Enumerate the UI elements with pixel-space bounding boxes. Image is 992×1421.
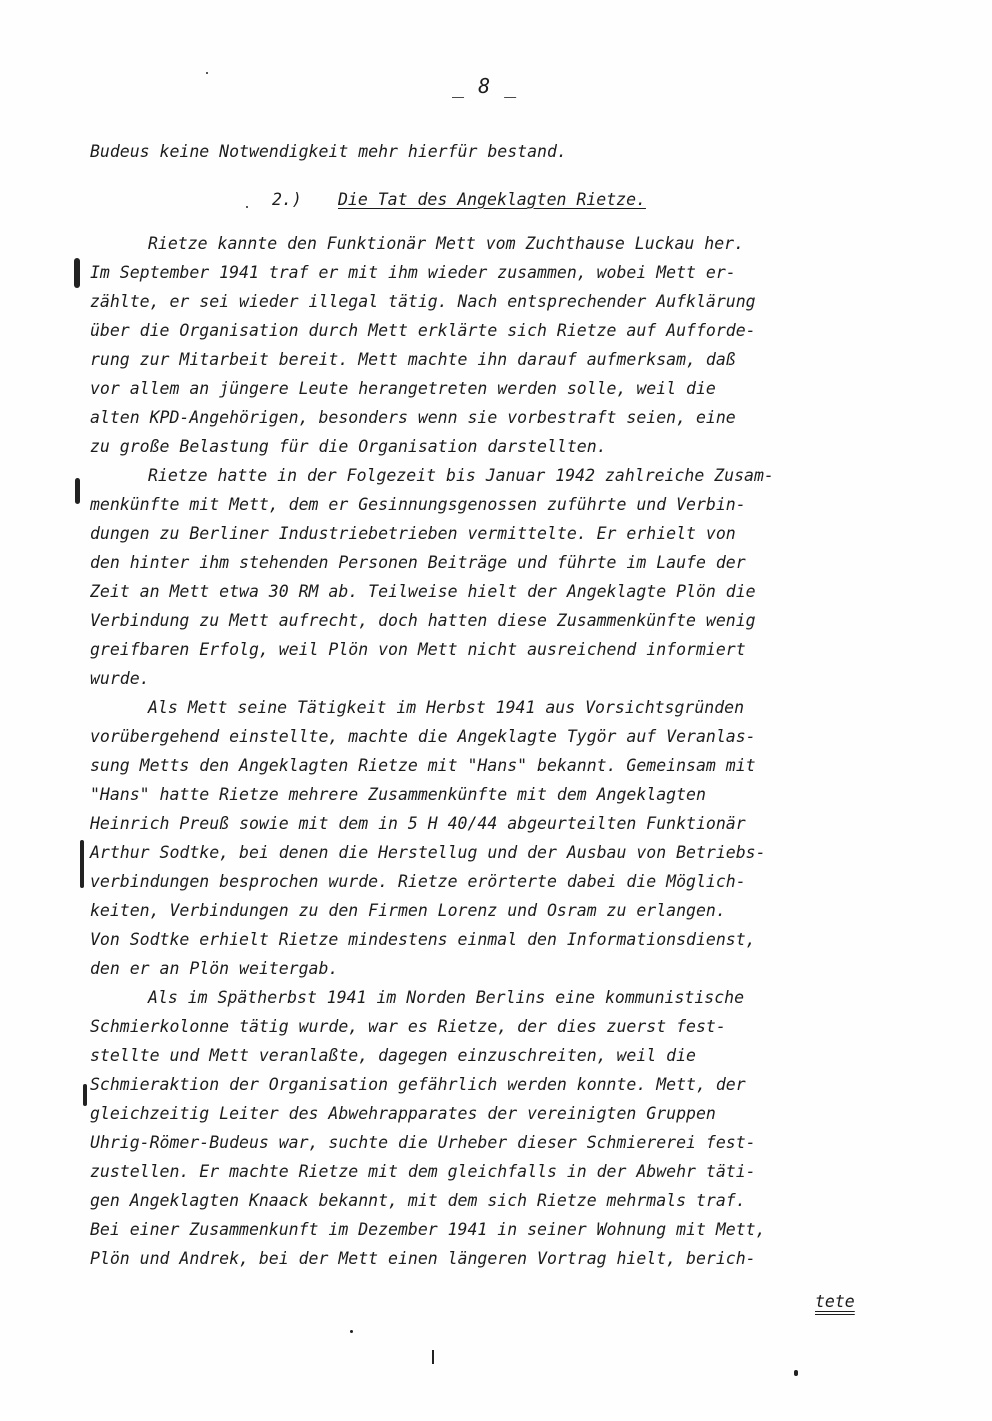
text-line: Als Mett seine Tätigkeit im Herbst 1941 aus Vorsichtsgründen [148,698,745,717]
scan-speck [246,206,248,208]
text-line: Heinrich Preuß sowie mit dem in 5 H 40/44 abgeurteilten Funktionär [90,814,746,833]
section-number: 2.) [272,190,302,209]
scan-speck [350,1330,353,1333]
text-line: Schmieraktion der Organisation gefährlich werden konnte. Mett, der [90,1075,746,1094]
page-number: _ 8 _ [452,74,518,98]
text-line: Uhrig-Römer-Budeus war, suchte die Urheber dieser Schmiererei fest- [90,1133,756,1152]
text-line: Als im Spätherbst 1941 im Norden Berlins eine kommunistische [148,988,745,1007]
margin-mark [74,258,80,288]
text-line: alten KPD-Angehörigen, besonders wenn sie vorbestraft seien, eine [90,408,736,427]
catchword: tete [815,1292,855,1311]
section-title: Die Tat des Angeklagten Rietze. [338,190,646,209]
text-line: Schmierkolonne tätig wurde, war es Rietze, der dies zuerst fest- [90,1017,726,1036]
text-line: Bei einer Zusammenkunft im Dezember 1941 in seiner Wohnung mit Mett, [90,1220,766,1239]
text-line: Im September 1941 traf er mit ihm wieder zusammen, wobei Mett er- [90,263,736,282]
text-line: Budeus keine Notwendigkeit mehr hierfür bestand. [90,142,567,161]
text-line: Plön und Andrek, bei der Mett einen längeren Vortrag hielt, berich- [90,1249,756,1268]
text-line: keiten, Verbindungen zu den Firmen Lorenz und Osram zu erlangen. [90,901,726,920]
text-line: zu große Belastung für die Organisation darstellten. [90,437,607,456]
text-line: vor allem an jüngere Leute herangetreten werden solle, weil die [90,379,716,398]
margin-mark [83,1084,87,1106]
text-line: zustellen. Er machte Rietze mit dem gleichfalls in der Abwehr täti- [90,1162,756,1181]
scan-speck [794,1370,798,1376]
text-line: gleichzeitig Leiter des Abwehrapparates der vereinigten Gruppen [90,1104,716,1123]
margin-mark [75,478,80,504]
text-line: den er an Plön weitergab. [90,959,339,978]
text-line: Verbindung zu Mett aufrecht, doch hatten diese Zusammenkünfte wenig [90,611,756,630]
text-line: gen Angeklagten Knaack bekannt, mit dem sich Rietze mehrmals traf. [90,1191,746,1210]
text-line: Rietze hatte in der Folgezeit bis Januar 1942 zahlreiche Zusam- [148,466,774,485]
text-line: den hinter ihm stehenden Personen Beiträge und führte im Laufe der [90,553,746,572]
text-line: Von Sodtke erhielt Rietze mindestens einmal den Informationsdienst, [90,930,756,949]
text-line: über die Organisation durch Mett erklärte sich Rietze auf Aufforde- [90,321,756,340]
text-line: sung Metts den Angeklagten Rietze mit "Hans" bekannt. Gemeinsam mit [90,756,756,775]
text-line: zählte, er sei wieder illegal tätig. Nach entsprechender Aufklärung [90,292,756,311]
text-line: Zeit an Mett etwa 30 RM ab. Teilweise hielt der Angeklagte Plön die [90,582,756,601]
margin-mark [80,840,84,888]
text-line: stellte und Mett veranlaßte, dagegen einzuschreiten, weil die [90,1046,696,1065]
text-line: dungen zu Berliner Industriebetrieben vermittelte. Er erhielt von [90,524,736,543]
text-line: rung zur Mitarbeit bereit. Mett machte ihn darauf aufmerksam, daß [90,350,736,369]
text-line: "Hans" hatte Rietze mehrere Zusammenkünfte mit dem Angeklagten [90,785,706,804]
text-line: Rietze kannte den Funktionär Mett vom Zuchthause Luckau her. [148,234,745,253]
text-line: wurde. [90,669,150,688]
text-line: menkünfte mit Mett, dem er Gesinnungsgenossen zuführte und Verbin- [90,495,746,514]
text-line: verbindungen besprochen wurde. Rietze erörterte dabei die Möglich- [90,872,746,891]
text-line: greifbaren Erfolg, weil Plön von Mett nicht ausreichend informiert [90,640,746,659]
text-line: Arthur Sodtke, bei denen die Herstellug und der Ausbau von Betriebs- [90,843,766,862]
scan-speck [206,72,208,74]
text-line: vorübergehend einstellte, machte die Angeklagte Tygör auf Veranlas- [90,727,756,746]
scan-speck [432,1350,434,1364]
